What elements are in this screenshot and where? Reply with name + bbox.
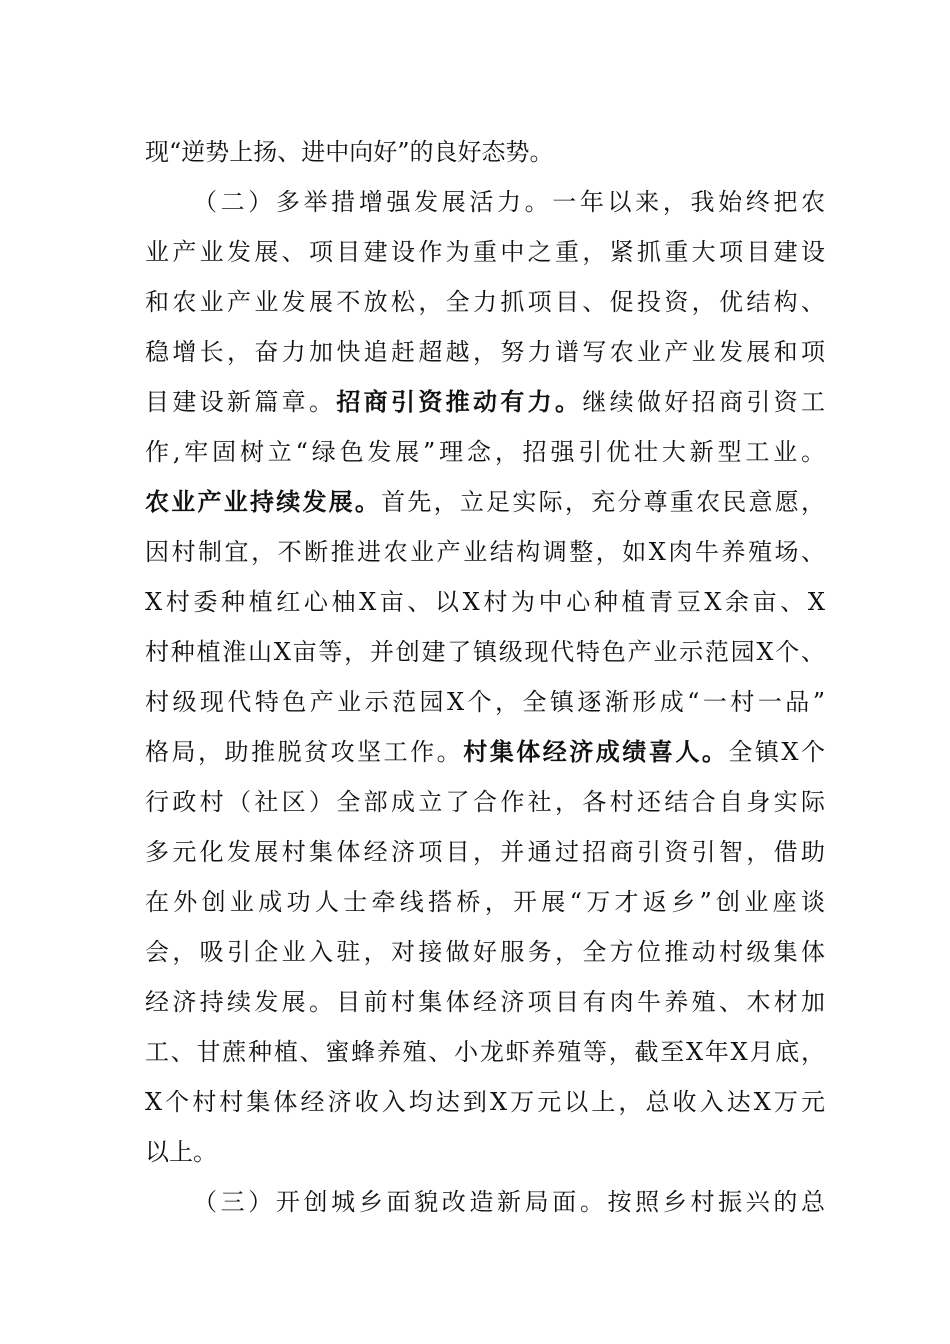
text-line: （三）开创城乡面貌改造新局面。按照乡村振兴的总 xyxy=(193,1188,825,1216)
text-line: 多元化发展村集体经济项目，并通过招商引资引智，借助 xyxy=(145,838,825,866)
text-line: 和农业产业发展不放松，全力抓项目、促投资，优结构、 xyxy=(145,288,825,316)
text-line: （二）多举措增强发展活力。一年以来，我始终把农 xyxy=(193,188,825,216)
text-line: 稳增长，奋力加快追赶超越，努力谱写农业产业发展和项 xyxy=(145,338,825,366)
text-line: 业产业发展、项目建设作为重中之重，紧抓重大项目建设 xyxy=(145,238,825,266)
text-line: 格局，助推脱贫攻坚工作。村集体经济成绩喜人。全镇X个 xyxy=(145,737,826,766)
text-line: 经济持续发展。目前村集体经济项目有肉牛养殖、木材加 xyxy=(145,988,825,1016)
text-line: 现“逆势上扬、进中向好”的良好态势。 xyxy=(145,138,554,166)
text-line: 在外创业成功人士牵线搭桥，开展“万才返乡”创业座谈 xyxy=(145,888,825,916)
text-line: 工、甘蔗种植、蜜蜂养殖、小龙虾养殖等，截至X年X月底， xyxy=(145,1038,825,1066)
text-line: 因村制宜，不断推进农业产业结构调整，如X肉牛养殖场、 xyxy=(145,538,825,566)
bold-heading: 招商引资推动有力。 xyxy=(336,387,583,416)
text-line: 作,牢固树立“绿色发展”理念，招强引优壮大新型工业。 xyxy=(145,438,825,466)
text-line: 农业产业持续发展。首先，立足实际，充分尊重农民意愿， xyxy=(145,487,826,516)
text-line: 目建设新篇章。招商引资推动有力。继续做好招商引资工 xyxy=(145,387,826,416)
text-line: 行政村（社区）全部成立了合作社，各村还结合自身实际 xyxy=(145,788,825,816)
bold-heading: 村集体经济成绩喜人。 xyxy=(463,737,729,766)
text-line: 以上。 xyxy=(145,1138,217,1166)
text-line: 会，吸引企业入驻，对接做好服务，全方位推动村级集体 xyxy=(145,938,825,966)
bold-heading: 农业产业持续发展。 xyxy=(145,487,382,516)
text-line: 村级现代特色产业示范园X个，全镇逐渐形成“一村一品” xyxy=(145,688,825,716)
text-line: X个村村集体经济收入均达到X万元以上，总收入达X万元 xyxy=(145,1088,825,1116)
text-line: X村委种植红心柚X亩、以X村为中心种植青豆X余亩、X xyxy=(145,588,825,616)
text-line: 村种植淮山X亩等，并创建了镇级现代特色产业示范园X个、 xyxy=(145,638,825,666)
